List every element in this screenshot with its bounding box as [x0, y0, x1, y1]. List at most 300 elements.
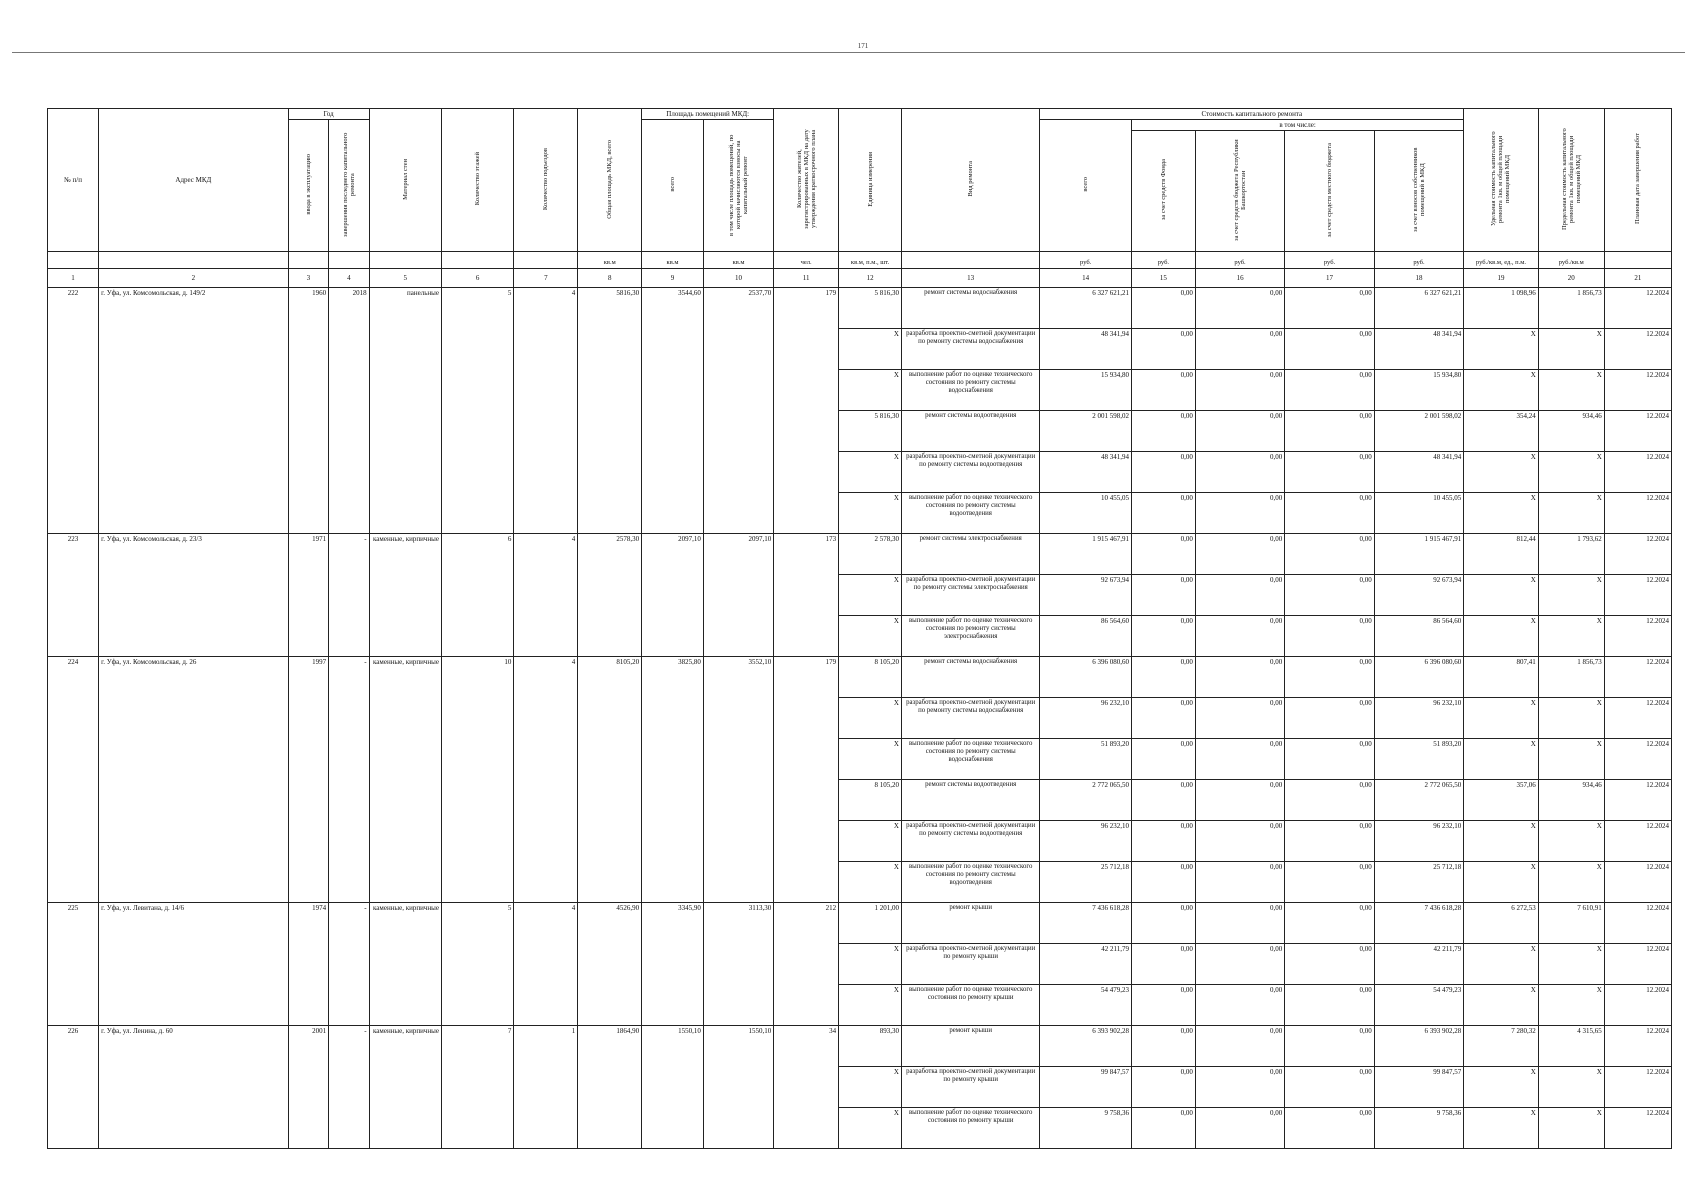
deadline: 12.2024 [1604, 288, 1671, 329]
deadline: 12.2024 [1604, 944, 1671, 985]
cost-total: 54 479,23 [1040, 985, 1132, 1026]
work-quantity: 1 201,00 [839, 903, 902, 944]
max-cost: X [1538, 575, 1604, 616]
column-number: 10 [703, 269, 773, 288]
cost-total: 96 232,10 [1040, 821, 1132, 862]
cost-republic: 0,00 [1195, 329, 1284, 370]
work-quantity: 893,30 [839, 1026, 902, 1067]
cost-owners: 86 564,60 [1374, 616, 1464, 657]
max-cost: X [1538, 493, 1604, 534]
total-area: 2578,30 [578, 534, 642, 657]
cost-fund: 0,00 [1131, 493, 1195, 534]
cost-local: 0,00 [1285, 862, 1374, 903]
total-area: 8105,20 [578, 657, 642, 903]
column-number: 1 [48, 269, 99, 288]
cost-total: 10 455,05 [1040, 493, 1132, 534]
year-last-repair: 2018 [329, 288, 369, 534]
unit-cell: чел. [774, 252, 839, 269]
unit-cost: 354,24 [1464, 411, 1539, 452]
max-cost: X [1538, 370, 1604, 411]
deadline: 12.2024 [1604, 370, 1671, 411]
work-kind: выполнение работ по оценке технического состояния по ремонту системы электроснабжения [901, 616, 1039, 657]
premises-area: 1550,10 [642, 1026, 704, 1149]
cost-total: 25 712,18 [1040, 862, 1132, 903]
cost-republic: 0,00 [1195, 370, 1284, 411]
cost-owners: 1 915 467,91 [1374, 534, 1464, 575]
work-kind: выполнение работ по оценке технического состояния по ремонту системы водоотведения [901, 493, 1039, 534]
header-address: Адрес МКД [99, 109, 289, 252]
unit-cost: X [1464, 821, 1539, 862]
max-cost: 4 315,65 [1538, 1026, 1604, 1067]
work-kind: выполнение работ по оценке технического состояния по ремонту крыши [901, 1108, 1039, 1149]
repair-plan-table-wrapper [47, 108, 1672, 1149]
cost-republic: 0,00 [1195, 1026, 1284, 1067]
work-quantity: X [839, 1067, 902, 1108]
cost-owners: 9 758,36 [1374, 1108, 1464, 1149]
cost-owners: 7 436 618,28 [1374, 903, 1464, 944]
work-kind: разработка проектно-сметной документации по ремонту системы водоснабжения [901, 329, 1039, 370]
cost-local: 0,00 [1285, 452, 1374, 493]
residents-count: 212 [774, 903, 839, 1026]
column-number: 20 [1538, 269, 1604, 288]
unit-cell: руб./кв.м [1538, 252, 1604, 269]
premises-area: 3825,80 [642, 657, 704, 903]
unit-cell [1604, 252, 1671, 269]
total-area: 4526,90 [578, 903, 642, 1026]
table-body [48, 288, 1672, 1149]
top-rule [12, 52, 1685, 53]
cost-total: 99 847,57 [1040, 1067, 1132, 1108]
max-cost: X [1538, 698, 1604, 739]
premises-residential-area: 2537,70 [703, 288, 773, 534]
max-cost: 1 793,62 [1538, 534, 1604, 575]
floors-count: 7 [441, 1026, 513, 1149]
deadline: 12.2024 [1604, 739, 1671, 780]
work-kind: ремонт системы водоснабжения [901, 657, 1039, 698]
unit-cost: X [1464, 1067, 1539, 1108]
cost-local: 0,00 [1285, 780, 1374, 821]
unit-cell: руб. [1374, 252, 1464, 269]
work-quantity: X [839, 739, 902, 780]
cost-fund: 0,00 [1131, 1026, 1195, 1067]
work-quantity: X [839, 985, 902, 1026]
cost-total: 48 341,94 [1040, 329, 1132, 370]
work-kind: ремонт системы водоснабжения [901, 288, 1039, 329]
column-number: 6 [441, 269, 513, 288]
residents-count: 179 [774, 657, 839, 903]
unit-cell: руб. [1040, 252, 1132, 269]
header-repair-type: Вид ремонта [901, 109, 1039, 252]
header-cost-fund: за счет средств Фонда [1131, 131, 1195, 252]
unit-cell [329, 252, 369, 269]
header-entrances: Количество подъездов [514, 109, 578, 252]
work-kind: ремонт крыши [901, 1026, 1039, 1067]
deadline: 12.2024 [1604, 411, 1671, 452]
wall-material: каменные, кирпичные [369, 1026, 441, 1149]
max-cost: X [1538, 985, 1604, 1026]
cost-republic: 0,00 [1195, 903, 1284, 944]
work-quantity: X [839, 862, 902, 903]
column-number: 19 [1464, 269, 1539, 288]
cost-republic: 0,00 [1195, 780, 1284, 821]
unit-cost: 6 272,53 [1464, 903, 1539, 944]
max-cost: 934,46 [1538, 411, 1604, 452]
cost-fund: 0,00 [1131, 698, 1195, 739]
cost-fund: 0,00 [1131, 329, 1195, 370]
cost-republic: 0,00 [1195, 821, 1284, 862]
entrances-count: 4 [514, 657, 578, 903]
header-cost-owners: за счет взносов собственников помещений в МКД [1374, 131, 1464, 252]
unit-cell [48, 252, 99, 269]
unit-cost: X [1464, 862, 1539, 903]
work-kind: ремонт крыши [901, 903, 1039, 944]
unit-cell: руб. [1285, 252, 1374, 269]
premises-area: 3345,90 [642, 903, 704, 1026]
cost-owners: 25 712,18 [1374, 862, 1464, 903]
unit-cell: руб./кв.м, ед., п.м. [1464, 252, 1539, 269]
header-cost-incl: в том числе: [1131, 120, 1463, 131]
floors-count: 5 [441, 903, 513, 1026]
cost-fund: 0,00 [1131, 944, 1195, 985]
header-deadline: Плановая дата завершения работ [1604, 109, 1671, 252]
work-kind: ремонт системы водоотведения [901, 411, 1039, 452]
unit-cell [901, 252, 1039, 269]
residents-count: 173 [774, 534, 839, 657]
column-number: 13 [901, 269, 1039, 288]
deadline: 12.2024 [1604, 616, 1671, 657]
header-no: № п/п [48, 109, 99, 252]
work-kind: ремонт системы водоотведения [901, 780, 1039, 821]
wall-material: панельные [369, 288, 441, 534]
building-number: 222 [48, 288, 99, 534]
unit-cost: X [1464, 452, 1539, 493]
deadline: 12.2024 [1604, 780, 1671, 821]
unit-cell: руб. [1195, 252, 1284, 269]
building-number: 226 [48, 1026, 99, 1149]
work-quantity: X [839, 493, 902, 534]
column-number: 5 [369, 269, 441, 288]
max-cost: X [1538, 821, 1604, 862]
work-kind: разработка проектно-сметной документации по ремонту системы электроснабжения [901, 575, 1039, 616]
entrances-count: 1 [514, 1026, 578, 1149]
cost-owners: 51 893,20 [1374, 739, 1464, 780]
header-unit-measure: Единица измерения [839, 109, 902, 252]
cost-local: 0,00 [1285, 329, 1374, 370]
column-number: 4 [329, 269, 369, 288]
cost-total: 92 673,94 [1040, 575, 1132, 616]
column-number: 21 [1604, 269, 1671, 288]
deadline: 12.2024 [1604, 329, 1671, 370]
cost-local: 0,00 [1285, 411, 1374, 452]
unit-cost: X [1464, 985, 1539, 1026]
year-commission: 1971 [288, 534, 328, 657]
column-number: 16 [1195, 269, 1284, 288]
header-wall-material: Материал стен [369, 109, 441, 252]
cost-local: 0,00 [1285, 370, 1374, 411]
unit-cost: X [1464, 493, 1539, 534]
entrances-count: 4 [514, 288, 578, 534]
entrances-count: 4 [514, 903, 578, 1026]
unit-cost: X [1464, 1108, 1539, 1149]
cost-republic: 0,00 [1195, 288, 1284, 329]
cost-owners: 54 479,23 [1374, 985, 1464, 1026]
deadline: 12.2024 [1604, 1026, 1671, 1067]
deadline: 12.2024 [1604, 1067, 1671, 1108]
units-row [48, 252, 1672, 269]
cost-total: 6 393 902,28 [1040, 1026, 1132, 1067]
residents-count: 179 [774, 288, 839, 534]
unit-cost: X [1464, 739, 1539, 780]
cost-fund: 0,00 [1131, 657, 1195, 698]
cost-local: 0,00 [1285, 616, 1374, 657]
unit-cost: X [1464, 616, 1539, 657]
unit-cost: 1 098,96 [1464, 288, 1539, 329]
header-premises-group: Площадь помещений МКД: [642, 109, 774, 120]
premises-area: 2097,10 [642, 534, 704, 657]
cost-republic: 0,00 [1195, 452, 1284, 493]
cost-total: 2 772 065,50 [1040, 780, 1132, 821]
header-year-last-repair: завершения последнего капитального ремонта [329, 120, 369, 252]
year-commission: 1960 [288, 288, 328, 534]
cost-fund: 0,00 [1131, 1108, 1195, 1149]
table-row [48, 903, 1672, 944]
floors-count: 5 [441, 288, 513, 534]
cost-total: 7 436 618,28 [1040, 903, 1132, 944]
building-address: г. Уфа, ул. Комсомольская, д. 149/2 [99, 288, 289, 534]
work-kind: выполнение работ по оценке технического состояния по ремонту системы водоснабжения [901, 739, 1039, 780]
floors-count: 6 [441, 534, 513, 657]
header-cost-local: за счет средств местного бюджета [1285, 131, 1374, 252]
cost-republic: 0,00 [1195, 411, 1284, 452]
cost-fund: 0,00 [1131, 739, 1195, 780]
max-cost: X [1538, 862, 1604, 903]
deadline: 12.2024 [1604, 985, 1671, 1026]
deadline: 12.2024 [1604, 1108, 1671, 1149]
cost-republic: 0,00 [1195, 575, 1284, 616]
cost-total: 51 893,20 [1040, 739, 1132, 780]
unit-cost: X [1464, 370, 1539, 411]
year-last-repair: - [329, 534, 369, 657]
deadline: 12.2024 [1604, 821, 1671, 862]
header-cost-group: Стоимость капитального ремонта [1040, 109, 1464, 120]
column-number: 7 [514, 269, 578, 288]
column-number: 3 [288, 269, 328, 288]
deadline: 12.2024 [1604, 452, 1671, 493]
header-year-group: Год [288, 109, 369, 120]
cost-fund: 0,00 [1131, 370, 1195, 411]
building-number: 223 [48, 534, 99, 657]
cost-local: 0,00 [1285, 1067, 1374, 1108]
header-cost-republic: за счет средств бюджета Республики Башкортостан [1195, 131, 1284, 252]
entrances-count: 4 [514, 534, 578, 657]
cost-owners: 42 211,79 [1374, 944, 1464, 985]
cost-local: 0,00 [1285, 1026, 1374, 1067]
cost-owners: 96 232,10 [1374, 698, 1464, 739]
max-cost: X [1538, 944, 1604, 985]
cost-fund: 0,00 [1131, 862, 1195, 903]
year-commission: 1974 [288, 903, 328, 1026]
cost-republic: 0,00 [1195, 739, 1284, 780]
max-cost: X [1538, 739, 1604, 780]
cost-fund: 0,00 [1131, 821, 1195, 862]
cost-local: 0,00 [1285, 288, 1374, 329]
work-quantity: X [839, 698, 902, 739]
wall-material: каменные, кирпичные [369, 657, 441, 903]
unit-cost: X [1464, 698, 1539, 739]
unit-cell [99, 252, 289, 269]
work-quantity: X [839, 452, 902, 493]
max-cost: X [1538, 616, 1604, 657]
table-row [48, 1026, 1672, 1067]
header-premises-total: всего [642, 120, 704, 252]
wall-material: каменные, кирпичные [369, 903, 441, 1026]
wall-material: каменные, кирпичные [369, 534, 441, 657]
year-last-repair: - [329, 1026, 369, 1149]
unit-cell [288, 252, 328, 269]
cost-fund: 0,00 [1131, 780, 1195, 821]
column-number: 18 [1374, 269, 1464, 288]
cost-total: 96 232,10 [1040, 698, 1132, 739]
cost-republic: 0,00 [1195, 534, 1284, 575]
max-cost: 934,46 [1538, 780, 1604, 821]
unit-cell: кв.м [578, 252, 642, 269]
cost-local: 0,00 [1285, 985, 1374, 1026]
work-quantity: X [839, 821, 902, 862]
header-cost-total: всего [1040, 120, 1132, 252]
work-quantity: X [839, 944, 902, 985]
unit-cell [441, 252, 513, 269]
cost-fund: 0,00 [1131, 534, 1195, 575]
column-number-row [48, 269, 1672, 288]
building-number: 224 [48, 657, 99, 903]
cost-owners: 6 393 902,28 [1374, 1026, 1464, 1067]
table-row [48, 657, 1672, 698]
cost-fund: 0,00 [1131, 985, 1195, 1026]
work-quantity: X [839, 575, 902, 616]
unit-cost: X [1464, 329, 1539, 370]
deadline: 12.2024 [1604, 903, 1671, 944]
cost-republic: 0,00 [1195, 657, 1284, 698]
building-address: г. Уфа, ул. Ленина, д. 60 [99, 1026, 289, 1149]
cost-republic: 0,00 [1195, 698, 1284, 739]
cost-fund: 0,00 [1131, 903, 1195, 944]
work-kind: разработка проектно-сметной документации по ремонту крыши [901, 944, 1039, 985]
table-head [48, 109, 1672, 288]
unit-cell: кв.м [703, 252, 773, 269]
cost-fund: 0,00 [1131, 411, 1195, 452]
premises-residential-area: 3552,10 [703, 657, 773, 903]
work-kind: разработка проектно-сметной документации по ремонту крыши [901, 1067, 1039, 1108]
cost-owners: 96 232,10 [1374, 821, 1464, 862]
cost-republic: 0,00 [1195, 944, 1284, 985]
cost-owners: 15 934,80 [1374, 370, 1464, 411]
premises-area: 3544,60 [642, 288, 704, 534]
year-last-repair: - [329, 657, 369, 903]
cost-owners: 2 001 598,02 [1374, 411, 1464, 452]
unit-cost: X [1464, 575, 1539, 616]
cost-fund: 0,00 [1131, 616, 1195, 657]
column-number: 2 [99, 269, 289, 288]
unit-cost: 807,41 [1464, 657, 1539, 698]
header-total-area: Общая площадь МКД, всего [578, 109, 642, 252]
header-residents: Количество жителей, зарегистрированных в МКД на дату утверждения краткосрочного плана [774, 109, 839, 252]
work-kind: ремонт системы электроснабжения [901, 534, 1039, 575]
max-cost: X [1538, 1108, 1604, 1149]
cost-owners: 2 772 065,50 [1374, 780, 1464, 821]
repair-plan-table [47, 108, 1672, 1149]
unit-cost: 357,06 [1464, 780, 1539, 821]
table-row [48, 288, 1672, 329]
cost-local: 0,00 [1285, 903, 1374, 944]
cost-fund: 0,00 [1131, 1067, 1195, 1108]
work-quantity: X [839, 1108, 902, 1149]
deadline: 12.2024 [1604, 657, 1671, 698]
deadline: 12.2024 [1604, 575, 1671, 616]
work-quantity: 5 816,30 [839, 288, 902, 329]
header-premises-residential: в том числе площадь помещений, по которой начисляются взносы на капитальный ремонт [703, 120, 773, 252]
year-last-repair: - [329, 903, 369, 1026]
cost-local: 0,00 [1285, 698, 1374, 739]
cost-total: 2 001 598,02 [1040, 411, 1132, 452]
column-number: 17 [1285, 269, 1374, 288]
cost-owners: 99 847,57 [1374, 1067, 1464, 1108]
cost-total: 6 327 621,21 [1040, 288, 1132, 329]
max-cost: 1 856,73 [1538, 288, 1604, 329]
work-kind: разработка проектно-сметной документации по ремонту системы водоснабжения [901, 698, 1039, 739]
unit-cell [514, 252, 578, 269]
premises-residential-area: 3113,30 [703, 903, 773, 1026]
premises-residential-area: 1550,10 [703, 1026, 773, 1149]
column-number: 8 [578, 269, 642, 288]
building-number: 225 [48, 903, 99, 1026]
cost-local: 0,00 [1285, 575, 1374, 616]
cost-republic: 0,00 [1195, 1067, 1284, 1108]
work-quantity: 8 105,20 [839, 780, 902, 821]
cost-owners: 48 341,94 [1374, 329, 1464, 370]
building-address: г. Уфа, ул. Комсомольская, д. 23/3 [99, 534, 289, 657]
cost-fund: 0,00 [1131, 288, 1195, 329]
total-area: 1864,90 [578, 1026, 642, 1149]
header-floors: Количество этажей [441, 109, 513, 252]
cost-republic: 0,00 [1195, 985, 1284, 1026]
work-quantity: 8 105,20 [839, 657, 902, 698]
cost-fund: 0,00 [1131, 452, 1195, 493]
work-quantity: X [839, 329, 902, 370]
page-number: 171 [857, 42, 869, 50]
unit-cell [369, 252, 441, 269]
floors-count: 10 [441, 657, 513, 903]
work-quantity: X [839, 370, 902, 411]
cost-total: 1 915 467,91 [1040, 534, 1132, 575]
cost-total: 42 211,79 [1040, 944, 1132, 985]
work-quantity: 2 578,30 [839, 534, 902, 575]
unit-cell: кв.м, п.м., шт. [839, 252, 902, 269]
cost-owners: 6 396 080,60 [1374, 657, 1464, 698]
deadline: 12.2024 [1604, 534, 1671, 575]
cost-owners: 48 341,94 [1374, 452, 1464, 493]
cost-total: 15 934,80 [1040, 370, 1132, 411]
max-cost: X [1538, 1067, 1604, 1108]
header-max-cost: Предельная стоимость капитального ремонта 1кв. м общей площади помещений МКД [1538, 109, 1604, 252]
unit-cell: кв.м [642, 252, 704, 269]
header-unit-cost: Удельная стоимость капитального ремонта 1кв. м общей площади помещений МКД [1464, 109, 1539, 252]
header-year-commission: ввода в эксплуатацию [288, 120, 328, 252]
work-kind: разработка проектно-сметной документации по ремонту системы водоотведения [901, 452, 1039, 493]
column-number: 15 [1131, 269, 1195, 288]
residents-count: 34 [774, 1026, 839, 1149]
cost-total: 48 341,94 [1040, 452, 1132, 493]
unit-cost: 7 280,32 [1464, 1026, 1539, 1067]
